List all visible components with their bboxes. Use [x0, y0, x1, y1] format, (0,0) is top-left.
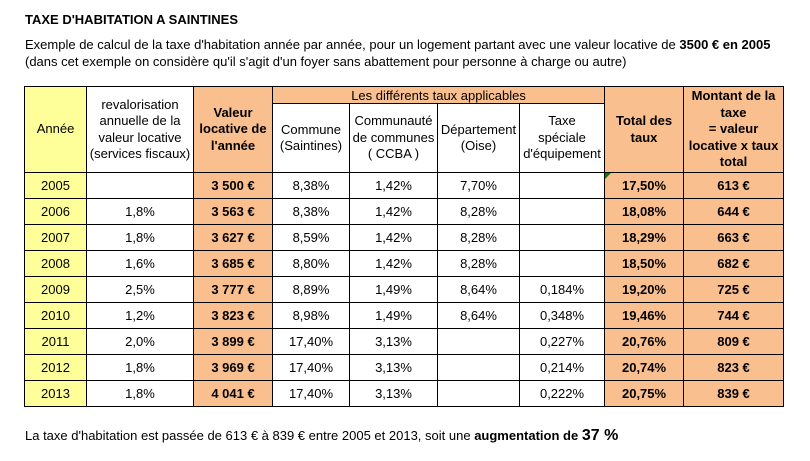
- cell-taxe-speciale: [520, 173, 605, 199]
- cell-revalorisation: 1,8%: [87, 199, 194, 225]
- header-valeur-locative: Valeur locative de l'année: [194, 87, 273, 173]
- header-departement: Département (Oise): [438, 104, 520, 173]
- cell-montant: 725 €: [684, 277, 784, 303]
- table-row: [25, 381, 784, 407]
- table-row: [25, 173, 784, 199]
- intro-text: [25, 37, 770, 53]
- cell-total-taux: 18,08%: [605, 199, 684, 225]
- cell-annee: 2007: [25, 225, 87, 251]
- cell-taxe-speciale: [520, 251, 605, 277]
- cell-total-taux: 18,29%: [605, 225, 684, 251]
- cell-departement: 8,28%: [438, 251, 520, 277]
- cell-annee: 2005: [25, 173, 87, 199]
- cell-total-taux: 20,76%: [605, 329, 684, 355]
- table-row: [25, 277, 784, 303]
- header-taxe-speciale: Taxe spéciale d'équipement: [520, 104, 605, 173]
- cell-departement: 7,70%: [438, 173, 520, 199]
- table-row: [25, 199, 784, 225]
- cell-ccba: 3,13%: [350, 381, 438, 407]
- header-total-taux: Total des taux: [605, 87, 684, 173]
- cell-valeur-locative: 3 969 €: [194, 355, 273, 381]
- tax-table-container: [24, 86, 784, 407]
- cell-valeur-locative: 3 823 €: [194, 303, 273, 329]
- cell-commune: 8,89%: [273, 277, 350, 303]
- cell-taxe-speciale: 0,348%: [520, 303, 605, 329]
- cell-ccba: 3,13%: [350, 329, 438, 355]
- cell-total-taux: 17,50%: [605, 173, 684, 199]
- table-row: [25, 355, 784, 381]
- cell-commune: 17,40%: [273, 329, 350, 355]
- cell-valeur-locative: 3 627 €: [194, 225, 273, 251]
- cell-montant: 744 €: [684, 303, 784, 329]
- cell-valeur-locative: 3 777 €: [194, 277, 273, 303]
- cell-total-taux: 18,50%: [605, 251, 684, 277]
- cell-montant: 644 €: [684, 199, 784, 225]
- header-ccba: Communauté de communes ( CCBA ): [350, 104, 438, 173]
- cell-valeur-locative: 3 500 €: [194, 173, 273, 199]
- cell-ccba: 3,13%: [350, 355, 438, 381]
- cell-commune: 8,38%: [273, 173, 350, 199]
- cell-ccba: 1,42%: [350, 251, 438, 277]
- cell-commune: 17,40%: [273, 381, 350, 407]
- cell-montant: 809 €: [684, 329, 784, 355]
- cell-ccba: 1,42%: [350, 173, 438, 199]
- cell-annee: 2008: [25, 251, 87, 277]
- cell-valeur-locative: 3 563 €: [194, 199, 273, 225]
- table-row: [25, 329, 784, 355]
- cell-annee: 2011: [25, 329, 87, 355]
- table-body: [25, 173, 784, 407]
- header-commune: Commune (Saintines): [273, 104, 350, 173]
- cell-revalorisation: 1,6%: [87, 251, 194, 277]
- table-row: [25, 303, 784, 329]
- cell-valeur-locative: 3 685 €: [194, 251, 273, 277]
- cell-total-taux: 19,46%: [605, 303, 684, 329]
- cell-ccba: 1,49%: [350, 277, 438, 303]
- cell-revalorisation: 1,2%: [87, 303, 194, 329]
- header-annee: Année: [25, 87, 87, 173]
- cell-taxe-speciale: 0,184%: [520, 277, 605, 303]
- cell-departement: 8,64%: [438, 277, 520, 303]
- page-title: TAXE D'HABITATION A SAINTINES: [25, 12, 239, 27]
- cell-departement: 8,28%: [438, 199, 520, 225]
- cell-commune: 17,40%: [273, 355, 350, 381]
- cell-commune: 8,98%: [273, 303, 350, 329]
- cell-annee: 2012: [25, 355, 87, 381]
- cell-annee: 2013: [25, 381, 87, 407]
- intro-note: (dans cet exemple on considère qu'il s'agit d'un foyer sans abattement pour personne à charge ou autre): [25, 54, 627, 69]
- cell-commune: 8,80%: [273, 251, 350, 277]
- summary-text-bold: augmentation de: [474, 428, 579, 443]
- cell-commune: 8,59%: [273, 225, 350, 251]
- summary-text-main: La taxe d'habitation est passée de 613 € à 839 € entre 2005 et 2013, soit une: [25, 428, 471, 443]
- header-row: [25, 87, 784, 104]
- cell-montant: 682 €: [684, 251, 784, 277]
- cell-departement: 8,28%: [438, 225, 520, 251]
- cell-total-taux: 20,75%: [605, 381, 684, 407]
- cell-montant: 839 €: [684, 381, 784, 407]
- cell-total-taux: 20,74%: [605, 355, 684, 381]
- cell-valeur-locative: 4 041 €: [194, 381, 273, 407]
- cell-montant: 663 €: [684, 225, 784, 251]
- table-row: [25, 251, 784, 277]
- cell-revalorisation: 1,8%: [87, 355, 194, 381]
- cell-taxe-speciale: 0,214%: [520, 355, 605, 381]
- cell-departement: 8,64%: [438, 303, 520, 329]
- cell-montant: 823 €: [684, 355, 784, 381]
- cell-revalorisation: [87, 173, 194, 199]
- cell-total-taux: 19,20%: [605, 277, 684, 303]
- cell-taxe-speciale: [520, 225, 605, 251]
- summary-text: [25, 426, 618, 446]
- cell-departement: [438, 355, 520, 381]
- cell-revalorisation: 2,0%: [87, 329, 194, 355]
- cell-ccba: 1,42%: [350, 199, 438, 225]
- cell-annee: 2006: [25, 199, 87, 225]
- summary-percentage: 37 %: [581, 427, 619, 444]
- cell-departement: [438, 381, 520, 407]
- error-indicator-icon: [605, 173, 611, 179]
- intro-text-highlight: 3500 € en 2005: [679, 37, 771, 52]
- header-montant: Montant de la taxe = valeur locative x taux total: [684, 87, 784, 173]
- table-row: [25, 225, 784, 251]
- header-taux-group: Les différents taux applicables: [273, 87, 605, 104]
- cell-montant: 613 €: [684, 173, 784, 199]
- cell-annee: 2009: [25, 277, 87, 303]
- cell-taxe-speciale: [520, 199, 605, 225]
- intro-text-main: Exemple de calcul de la taxe d'habitation année par année, pour un logement partant avec une valeur locative de: [25, 37, 676, 52]
- cell-ccba: 1,42%: [350, 225, 438, 251]
- cell-departement: [438, 329, 520, 355]
- tax-table: [24, 86, 784, 407]
- header-revalorisation: revalorisation annuelle de la valeur locative (services fiscaux): [87, 87, 194, 173]
- cell-revalorisation: 2,5%: [87, 277, 194, 303]
- cell-valeur-locative: 3 899 €: [194, 329, 273, 355]
- cell-taxe-speciale: 0,222%: [520, 381, 605, 407]
- cell-taxe-speciale: 0,227%: [520, 329, 605, 355]
- cell-ccba: 1,49%: [350, 303, 438, 329]
- cell-commune: 8,38%: [273, 199, 350, 225]
- cell-revalorisation: 1,8%: [87, 225, 194, 251]
- cell-annee: 2010: [25, 303, 87, 329]
- cell-revalorisation: 1,8%: [87, 381, 194, 407]
